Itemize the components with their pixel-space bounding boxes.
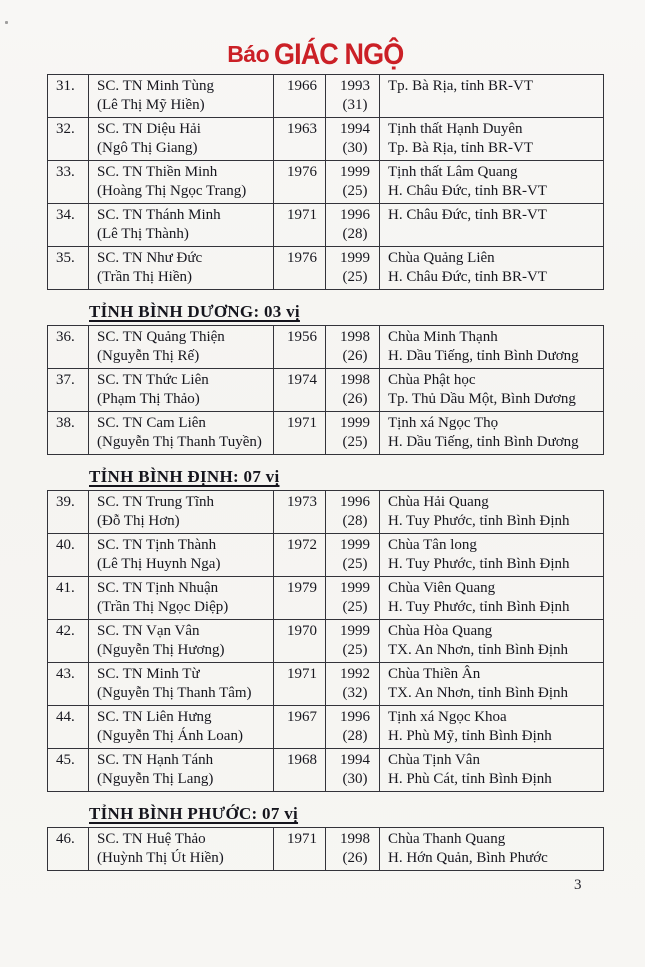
lay-name: (Ngô Thị Giang): [97, 140, 198, 156]
birth-year-cell: [274, 118, 326, 161]
location-line: [388, 225, 600, 244]
temple-line: Chùa Hải Quang: [388, 494, 489, 510]
birth-year-cell: [274, 491, 326, 534]
roster-table: [47, 490, 604, 792]
location-line: H. Tuy Phước, tỉnh Bình Định: [388, 599, 570, 615]
ordination-cell: [326, 534, 380, 577]
name-cell: [89, 326, 274, 369]
lay-name: (Nguyễn Thị Lang): [97, 771, 214, 787]
table-row: [48, 204, 604, 247]
location-line: TX. An Nhơn, tỉnh Bình Định: [388, 642, 569, 658]
location-line: H. Phù Mỹ, tỉnh Bình Định: [388, 728, 552, 744]
table-row: [48, 118, 604, 161]
ordination-cell: [326, 663, 380, 706]
birth-year-cell: [274, 749, 326, 792]
ordination-year: 1999: [340, 164, 370, 180]
ordination-cell: [326, 204, 380, 247]
ordination-cell: [326, 369, 380, 412]
row-number-cell: [48, 706, 89, 749]
dharma-name: SC. TN Thiền Minh: [97, 164, 218, 180]
birth-year-cell: [274, 706, 326, 749]
table-row: [48, 577, 604, 620]
birth-year: 1971: [287, 666, 317, 682]
birth-year: 1970: [287, 623, 317, 639]
birth-year-cell: [274, 326, 326, 369]
row-number-cell: [48, 534, 89, 577]
ordination-age: (28): [342, 728, 368, 744]
lay-name: (Nguyễn Thị Ánh Loan): [97, 728, 243, 744]
location-cell: [380, 749, 604, 792]
ordination-age: (30): [342, 140, 368, 156]
row-number-cell: [48, 577, 89, 620]
dharma-name: SC. TN Minh Tùng: [97, 78, 214, 94]
location-cell: [380, 577, 604, 620]
dharma-name: SC. TN Quảng Thiện: [97, 329, 225, 345]
row-number-cell: [48, 620, 89, 663]
logo-prefix: Báo: [227, 41, 270, 67]
row-number: 42.: [56, 623, 75, 639]
location-line: H. Châu Đức, tỉnh BR-VT: [388, 183, 547, 199]
lay-name: (Hoàng Thị Ngọc Trang): [97, 183, 247, 199]
dharma-name: SC. TN Vạn Vân: [97, 623, 200, 639]
table-row: [48, 75, 604, 118]
birth-year-cell: [274, 534, 326, 577]
ordination-cell: [326, 118, 380, 161]
lay-name: (Đỗ Thị Hơn): [97, 513, 180, 529]
ordination-age: (30): [342, 771, 368, 787]
row-number: 41.: [56, 580, 75, 596]
table-row: [48, 828, 604, 871]
temple-line: Chùa Thiền Ân: [388, 666, 481, 682]
name-cell: [89, 204, 274, 247]
ordination-age: (28): [342, 513, 368, 529]
province-section: [47, 467, 603, 792]
location-cell: [380, 706, 604, 749]
row-number: 33.: [56, 164, 75, 180]
ordination-year: 1999: [340, 250, 370, 266]
location-cell: [380, 118, 604, 161]
temple-line: Chùa Phật học: [388, 372, 476, 388]
name-cell: [89, 412, 274, 455]
ordination-cell: [326, 412, 380, 455]
temple-line: Tịnh xá Ngọc Khoa: [388, 709, 507, 725]
dharma-name: SC. TN Diệu Hải: [97, 121, 201, 137]
section-header: TỈNH BÌNH DƯƠNG: 03 vị: [89, 302, 300, 321]
row-number: 37.: [56, 372, 75, 388]
birth-year: 1972: [287, 537, 317, 553]
name-cell: [89, 534, 274, 577]
temple-line: Chùa Viên Quang: [388, 580, 496, 596]
temple-line: Chùa Quảng Liên: [388, 250, 495, 266]
ordination-age: (32): [342, 685, 368, 701]
name-cell: [89, 828, 274, 871]
row-number: 46.: [56, 831, 75, 847]
ordination-year: 1999: [340, 623, 370, 639]
ordination-year: 1993: [340, 78, 370, 94]
table-row: [48, 663, 604, 706]
table-row: [48, 491, 604, 534]
province-section: [47, 74, 603, 290]
birth-year: 1973: [287, 494, 317, 510]
lay-name: (Lê Thị Huynh Nga): [97, 556, 221, 572]
dharma-name: SC. TN Trung Tĩnh: [97, 494, 214, 510]
row-number-cell: [48, 412, 89, 455]
row-number-cell: [48, 247, 89, 290]
birth-year-cell: [274, 620, 326, 663]
dharma-name: SC. TN Liên Hưng: [97, 709, 212, 725]
dharma-name: SC. TN Huệ Thảo: [97, 831, 206, 847]
table-row: [48, 749, 604, 792]
birth-year: 1979: [287, 580, 317, 596]
location-line: H. Dầu Tiếng, tỉnh Bình Dương: [388, 348, 579, 364]
birth-year-cell: [274, 828, 326, 871]
birth-year: 1966: [287, 78, 317, 94]
location-cell: [380, 247, 604, 290]
birth-year: 1967: [287, 709, 317, 725]
name-cell: [89, 577, 274, 620]
row-number: 31.: [56, 78, 75, 94]
ordination-year: 1992: [340, 666, 370, 682]
temple-line: Chùa Tịnh Vân: [388, 752, 480, 768]
ordination-age: (26): [342, 850, 368, 866]
dharma-name: SC. TN Tịnh Thành: [97, 537, 217, 553]
ordination-year: 1998: [340, 831, 370, 847]
location-cell: [380, 828, 604, 871]
birth-year-cell: [274, 75, 326, 118]
temple-line: Chùa Minh Thạnh: [388, 329, 498, 345]
row-number: 35.: [56, 250, 75, 266]
ordination-age: (28): [342, 226, 368, 242]
ordination-cell: [326, 828, 380, 871]
ordination-cell: [326, 491, 380, 534]
section-header: TỈNH BÌNH ĐỊNH: 07 vị: [89, 467, 280, 486]
birth-year: 1963: [287, 121, 317, 137]
lay-name: (Nguyễn Thị Hương): [97, 642, 225, 658]
location-line: TX. An Nhơn, tỉnh Bình Định: [388, 685, 569, 701]
birth-year-cell: [274, 663, 326, 706]
row-number: 36.: [56, 329, 75, 345]
ordination-age: (25): [342, 434, 368, 450]
ordination-year: 1996: [340, 494, 370, 510]
row-number-cell: [48, 326, 89, 369]
temple-line: Tịnh thất Hạnh Duyên: [388, 121, 523, 137]
lay-name: (Lê Thị Mỹ Hiền): [97, 97, 205, 113]
birth-year: 1976: [287, 250, 317, 266]
table-row: [48, 161, 604, 204]
location-cell: [380, 620, 604, 663]
table-row: [48, 369, 604, 412]
name-cell: [89, 247, 274, 290]
ordination-cell: [326, 706, 380, 749]
ordination-age: (25): [342, 269, 368, 285]
temple-line: Chùa Thanh Quang: [388, 831, 506, 847]
name-cell: [89, 663, 274, 706]
birth-year-cell: [274, 247, 326, 290]
ordination-cell: [326, 247, 380, 290]
scan-speck: [5, 21, 8, 24]
location-line: [388, 96, 600, 115]
row-number-cell: [48, 828, 89, 871]
roster-table: [47, 74, 604, 290]
name-cell: [89, 620, 274, 663]
table-row: [48, 706, 604, 749]
ordination-year: 1998: [340, 329, 370, 345]
ordination-year: 1994: [340, 121, 370, 137]
row-number: 39.: [56, 494, 75, 510]
birth-year: 1976: [287, 164, 317, 180]
province-section: [47, 804, 603, 871]
location-cell: [380, 75, 604, 118]
location-line: H. Dầu Tiếng, tỉnh Bình Dương: [388, 434, 579, 450]
dharma-name: SC. TN Minh Từ: [97, 666, 200, 682]
ordination-cell: [326, 161, 380, 204]
section-header: TỈNH BÌNH PHƯỚC: 07 vị: [89, 804, 299, 823]
table-row: [48, 412, 604, 455]
table-row: [48, 534, 604, 577]
temple-line: Chùa Tân long: [388, 537, 477, 553]
lay-name: (Trần Thị Ngọc Diệp): [97, 599, 229, 615]
birth-year: 1974: [287, 372, 317, 388]
location-cell: [380, 161, 604, 204]
ordination-age: (26): [342, 391, 368, 407]
table-row: [48, 247, 604, 290]
lay-name: (Phạm Thị Thảo): [97, 391, 200, 407]
row-number-cell: [48, 75, 89, 118]
logo-title: GIÁC NGỘ: [274, 38, 404, 71]
lay-name: (Nguyễn Thị Thanh Tâm): [97, 685, 252, 701]
row-number-cell: [48, 161, 89, 204]
location-cell: [380, 204, 604, 247]
table-row: [48, 326, 604, 369]
dharma-name: SC. TN Hạnh Tánh: [97, 752, 214, 768]
dharma-name: SC. TN Thức Liên: [97, 372, 209, 388]
ordination-age: (25): [342, 642, 368, 658]
ordination-cell: [326, 620, 380, 663]
ordination-year: 1999: [340, 580, 370, 596]
row-number: 44.: [56, 709, 75, 725]
name-cell: [89, 369, 274, 412]
birth-year: 1956: [287, 329, 317, 345]
row-number: 38.: [56, 415, 75, 431]
name-cell: [89, 118, 274, 161]
name-cell: [89, 491, 274, 534]
ordination-cell: [326, 749, 380, 792]
dharma-name: SC. TN Cam Liên: [97, 415, 206, 431]
birth-year-cell: [274, 204, 326, 247]
row-number: 34.: [56, 207, 75, 223]
row-number: 43.: [56, 666, 75, 682]
birth-year: 1971: [287, 831, 317, 847]
ordination-year: 1996: [340, 207, 370, 223]
ordination-year: 1999: [340, 415, 370, 431]
name-cell: [89, 75, 274, 118]
birth-year-cell: [274, 412, 326, 455]
birth-year-cell: [274, 577, 326, 620]
birth-year-cell: [274, 369, 326, 412]
ordination-age: (26): [342, 348, 368, 364]
roster-table: [47, 827, 604, 871]
birth-year: 1971: [287, 207, 317, 223]
dharma-name: SC. TN Thánh Minh: [97, 207, 221, 223]
row-number-cell: [48, 749, 89, 792]
lay-name: (Huỳnh Thị Út Hiền): [97, 850, 224, 866]
table-row: [48, 620, 604, 663]
roster-sections: [47, 74, 603, 871]
location-cell: [380, 491, 604, 534]
roster-table: [47, 325, 604, 455]
ordination-age: (25): [342, 556, 368, 572]
row-number: 32.: [56, 121, 75, 137]
lay-name: (Trần Thị Hiền): [97, 269, 192, 285]
temple-line: Tp. Bà Rịa, tỉnh BR-VT: [388, 78, 533, 94]
ordination-age: (25): [342, 183, 368, 199]
location-cell: [380, 412, 604, 455]
row-number-cell: [48, 204, 89, 247]
ordination-age: (31): [342, 97, 368, 113]
row-number: 45.: [56, 752, 75, 768]
temple-line: Tịnh thất Lâm Quang: [388, 164, 518, 180]
lay-name: (Nguyễn Thị Thanh Tuyền): [97, 434, 262, 450]
temple-line: H. Châu Đức, tỉnh BR-VT: [388, 207, 547, 223]
dharma-name: SC. TN Như Đức: [97, 250, 203, 266]
ordination-year: 1994: [340, 752, 370, 768]
location-line: H. Hớn Quản, Bình Phước: [388, 850, 548, 866]
ordination-cell: [326, 75, 380, 118]
temple-line: Chùa Hòa Quang: [388, 623, 493, 639]
dharma-name: SC. TN Tịnh Nhuận: [97, 580, 219, 596]
birth-year: 1971: [287, 415, 317, 431]
location-line: H. Tuy Phước, tỉnh Bình Định: [388, 556, 570, 572]
location-cell: [380, 326, 604, 369]
birth-year-cell: [274, 161, 326, 204]
ordination-year: 1998: [340, 372, 370, 388]
row-number-cell: [48, 663, 89, 706]
ordination-age: (25): [342, 599, 368, 615]
ordination-cell: [326, 577, 380, 620]
location-line: Tp. Bà Rịa, tỉnh BR-VT: [388, 140, 533, 156]
location-line: H. Tuy Phước, tỉnh Bình Định: [388, 513, 570, 529]
ordination-year: 1996: [340, 709, 370, 725]
lay-name: (Nguyễn Thị Rế): [97, 348, 200, 364]
location-line: H. Phù Cát, tỉnh Bình Định: [388, 771, 552, 787]
row-number-cell: [48, 491, 89, 534]
newspaper-logo: [0, 38, 645, 72]
row-number-cell: [48, 118, 89, 161]
birth-year: 1968: [287, 752, 317, 768]
name-cell: [89, 749, 274, 792]
location-cell: [380, 534, 604, 577]
row-number-cell: [48, 369, 89, 412]
temple-line: Tịnh xá Ngọc Thọ: [388, 415, 499, 431]
name-cell: [89, 161, 274, 204]
province-section: [47, 302, 603, 455]
location-cell: [380, 369, 604, 412]
page-number: 3: [574, 877, 582, 893]
location-line: Tp. Thủ Dầu Một, Bình Dương: [388, 391, 576, 407]
location-cell: [380, 663, 604, 706]
location-line: H. Châu Đức, tỉnh BR-VT: [388, 269, 547, 285]
ordination-year: 1999: [340, 537, 370, 553]
lay-name: (Lê Thị Thành): [97, 226, 189, 242]
row-number: 40.: [56, 537, 75, 553]
name-cell: [89, 706, 274, 749]
ordination-cell: [326, 326, 380, 369]
